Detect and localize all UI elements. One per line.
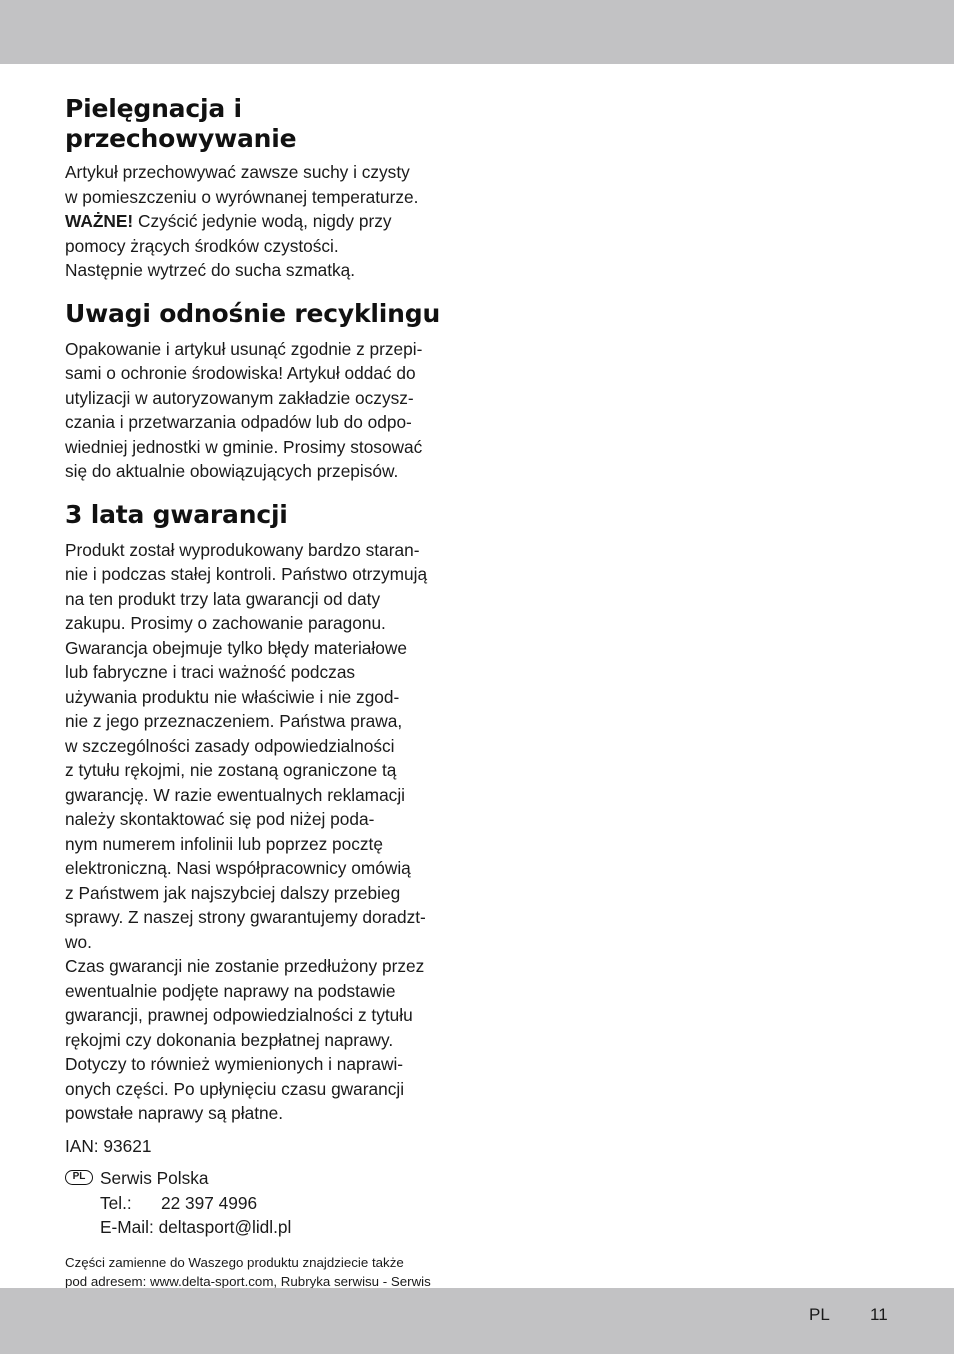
care-line: Następnie wytrzeć do sucha szmatką. [65, 260, 356, 280]
language-code: PL [809, 1305, 830, 1324]
warranty-line: powstałe naprawy są płatne. [65, 1103, 284, 1123]
country-badge-icon: PL [65, 1170, 93, 1185]
warranty-line: ewentualnie podjęte naprawy na podstawie [65, 980, 396, 1001]
care-heading: Pielęgnacja i przechowywanie [65, 94, 297, 153]
recycling-line: Opakowanie i artykuł usunąć zgodnie z przepi- [65, 338, 423, 359]
warranty-line: rękojmi czy dokonania bezpłatnej naprawy. [65, 1029, 394, 1050]
warranty-line: z tytułu rękojmi, nie zostaną ograniczone tą [65, 760, 397, 780]
recycling-line: sami o ochronie środowiska! Artykuł oddać do [65, 363, 416, 383]
important-label: WAŻNE! [65, 211, 134, 231]
service-phone-row [65, 1191, 455, 1216]
warranty-line: używania produktu nie właściwie i nie zgod- [65, 686, 400, 707]
recycling-paragraph [65, 337, 455, 484]
recycling-line: wiedniej jednostki w gminie. Prosimy stosować [65, 436, 423, 457]
warranty-line: w szczególności zasady odpowiedzialności [65, 735, 395, 756]
warranty-line: nym numerem infolinii lub poprzez pocztę [65, 833, 383, 854]
recycling-line: się do aktualnie obowiązujących przepisów. [65, 461, 399, 481]
ian-number: IAN: 93621 [65, 1135, 152, 1156]
important-text: Czyścić jedynie wodą, nigdy przy [133, 211, 392, 231]
warranty-line: wo. [65, 931, 92, 952]
warranty-line: Gwarancja obejmuje tylko błędy materiałowe [65, 637, 407, 658]
footnote-line: pod adresem: www.delta-sport.com, Rubryka serwisu - Serwis [65, 1273, 431, 1289]
warranty-line: nie i podczas stałej kontroli. Państwo otrzymują [65, 564, 428, 584]
recycling-heading: Uwagi odnośnie recyklingu [65, 298, 441, 328]
warranty-line: zakupu. Prosimy o zachowanie paragonu. [65, 613, 386, 633]
warranty-line: Czas gwarancji nie zostanie przedłużony przez [65, 956, 425, 976]
warranty-line: gwarancji, prawnej odpowiedzialności z tytułu [65, 1005, 413, 1025]
warranty-line: onych części. Po upłynięciu czasu gwarancji [65, 1078, 405, 1099]
footnote-line: Części zamienne do Waszego produktu znajdziecie także [65, 1254, 404, 1270]
phone-label: Tel.: [100, 1192, 132, 1213]
phone-number: 22 397 4996 [161, 1192, 258, 1213]
warranty-line: elektroniczną. Nasi współpracownicy omówią [65, 858, 411, 878]
warranty-line: sprawy. Z naszej strony gwarantujemy doradzt- [65, 907, 426, 927]
warranty-line: gwarancję. W razie ewentualnych reklamacji [65, 784, 406, 805]
care-line: pomocy żrących środków czystości. [65, 235, 339, 256]
header-band [0, 0, 954, 64]
warranty-line: należy skontaktować się pod niżej poda- [65, 809, 375, 829]
care-line: w pomieszczeniu o wyrównanej temperaturze. [65, 186, 419, 207]
warranty-heading: 3 lata gwarancji [65, 499, 288, 529]
warranty-line: nie z jego przeznaczeniem. Państwa prawa, [65, 711, 403, 731]
warranty-line: Dotyczy to również wymienionych i naprawi- [65, 1054, 404, 1074]
page-content [65, 94, 455, 1310]
care-line: Artykuł przechowywać zawsze suchy i czysty [65, 162, 410, 182]
warranty-line: z Państwem jak najszybciej dalszy przebieg [65, 882, 401, 903]
service-email: E-Mail: deltasport@lidl.pl [100, 1217, 292, 1237]
service-contact [65, 1166, 455, 1240]
warranty-line: na ten produkt trzy lata gwarancji od daty [65, 588, 381, 609]
care-important-line [65, 209, 455, 234]
care-paragraph [65, 160, 455, 283]
warranty-line: lub fabryczne i traci ważność podczas [65, 662, 356, 682]
warranty-line: Produkt został wyprodukowany bardzo staran- [65, 539, 420, 560]
warranty-paragraph [65, 538, 455, 1126]
recycling-line: utylizacji w autoryzowanym zakładzie oczysz- [65, 387, 414, 408]
service-name: Serwis Polska [100, 1168, 209, 1188]
page-number: 11 [870, 1305, 888, 1324]
recycling-line: czania i przetwarzania odpadów lub do odpo- [65, 412, 412, 432]
